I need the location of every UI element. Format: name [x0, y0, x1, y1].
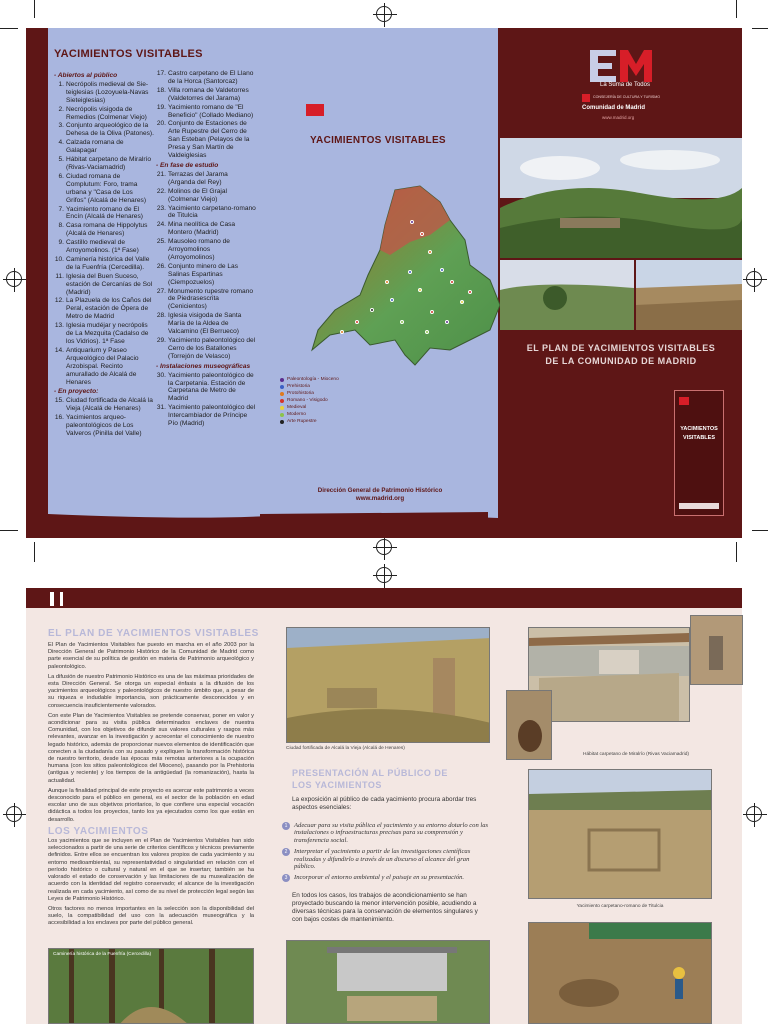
site-name: Ciudad fortificada de Alcalá la Vieja (Alcalá de Henares) [66, 397, 153, 413]
presentacion-bullet [282, 874, 490, 882]
map-site-marker [460, 300, 464, 304]
site-list-item [156, 288, 256, 312]
site-name: Yacimiento romano de El Encín (Alcalá de Henares) [66, 205, 143, 221]
registration-mark [6, 271, 22, 287]
site-list-item [54, 206, 154, 222]
site-list-item [54, 173, 154, 205]
brush-mark [50, 592, 54, 606]
plan-body [48, 642, 254, 931]
site-list-column-1 [54, 70, 154, 439]
plan-paragraph-1: El Plan de Yacimientos Visitables fue puesto en marcha en el año 2003 por la Dirección General de Patrimonio Histórico de la Comunidad de Madrid como parte esencial de su política de gestión en materia de Patrimonio arqueológico y paleontológico. [48, 642, 254, 670]
site-number: 31. [156, 404, 166, 412]
bullet-number: 2 [282, 848, 290, 856]
site-number: 7. [58, 205, 64, 213]
site-name: Mausoleo romano de Arroyomolinos (Arroyomolinos) [168, 238, 230, 261]
miralrio-interior-photo [690, 615, 743, 685]
site-number: 5. [58, 156, 64, 164]
crop-mark [752, 530, 768, 531]
site-name: Ciudad romana de Complutum: Foro, trama urbana y "Casa de Los Grifos" (Alcalá de Henares) [66, 172, 147, 204]
crop-mark [736, 0, 737, 18]
site-list-item [54, 122, 154, 138]
badge-text [675, 425, 723, 443]
bullet-text: Interpretar el yacimiento a partir de las investigaciones científicas realizadas y difundirlo a través de un discurso al alcance del gran público. [294, 848, 471, 871]
legend-entry [280, 383, 339, 390]
excavation-photo [528, 922, 712, 1024]
crop-mark [34, 0, 35, 18]
site-list-item [156, 337, 256, 361]
presentacion-bullet [282, 848, 490, 870]
site-list-item [54, 322, 154, 346]
plan-paragraph-4: Aunque la finalidad principal de este proyecto es acercar este patrimonio a veces desconocido para el público en general, es el sector de la población en edad escolar uno de sus objetivos prioritarios, lo que confiere una especial vocación didáctica a todos los proyectos, tanto los ya ejecutados como los que están en desarrollo. [48, 787, 254, 823]
site-name: Conjunto minero de Las Salinas Espartinas (Ciempozuelos) [168, 262, 239, 286]
madrid-url[interactable]: www.madrid.org [355, 495, 405, 502]
titulcia-caption: Yacimiento carpetano-romano de Titulcia [576, 904, 664, 909]
site-name: Antiquarium y Paseo Arqueológico del Palacio Arzobispal. Recinto amurallado de Alcalá de Henares [66, 346, 139, 386]
alcala-vieja-caption: Ciudad fortificada de Alcalá la Vieja (Alcalá de Henares) [286, 746, 405, 751]
map-site-marker [408, 270, 412, 274]
legend-label: Paleontología - Mioceno [287, 377, 339, 382]
badge-line2: VISITABLES [683, 435, 715, 441]
site-number: 26. [156, 262, 166, 270]
site-name: Yacimiento paleontológico de la Carpetania. Estación de Carpetana de Metro de Madrid [168, 371, 254, 403]
site-name: Iglesia visigoda de Santa María de la Aldea de Valcamino (El Berrueco) [168, 312, 242, 336]
site-number: 11. [55, 272, 64, 280]
legend-entry [280, 376, 339, 383]
site-name: Iglesia del Buen Suceso, estación de Cercanías de Sol (Madrid) [66, 272, 153, 296]
site-number: 2. [58, 105, 64, 113]
site-list-item [54, 414, 154, 438]
site-number: 25. [156, 238, 166, 246]
legend-swatch [280, 413, 284, 417]
badge-flag-icon [679, 397, 689, 405]
site-list-item [156, 120, 256, 160]
presentacion-heading-line1: PRESENTACIÓN AL PÚBLICO DE [292, 768, 448, 778]
site-list-item [156, 221, 256, 237]
legend-entry [280, 404, 339, 411]
map-site-marker [390, 298, 394, 302]
crop-mark [0, 28, 18, 29]
site-name: Hábitat carpetano de Miralrío (Rivas-Vaciamadrid) [66, 156, 152, 171]
bullet-number: 1 [282, 822, 290, 830]
map-legend [280, 376, 339, 425]
crop-mark [752, 28, 768, 29]
cover-title-line2: DE LA COMUNIDAD DE MADRID [545, 356, 697, 366]
list-section-heading: - Instalaciones museográficas [156, 362, 251, 370]
site-name: Yacimiento paleontológico del Intercambiador de Príncipe Pío (Madrid) [168, 404, 256, 428]
map-site-marker [418, 288, 422, 292]
site-number: 14. [54, 346, 64, 354]
site-name: Necrópolis visigoda de Remedios (Colmenar Viejo) [66, 105, 147, 121]
site-number: 17. [156, 70, 166, 77]
legend-entry [280, 397, 339, 404]
site-list-item [54, 156, 154, 172]
cover-url[interactable]: www.madrid.org [602, 115, 635, 120]
center-footer [260, 487, 500, 503]
site-list-item [156, 87, 256, 103]
yacimientos-paragraph-1: Los yacimientos que se incluyen en el Plan de Yacimientos Visitables han sido seleccionados a partir de una serie de criterios científicos y técnicos previamente definidos. Entre ellos se encuentran los valores propios de cada yacimiento y su entorno medioambiental, su representatividad o singularidad en relación con el período histórico o cultural y natural en el que se insertan; también se ha valorado el estado de conservación y las limitaciones de su musealización de acuerdo con la identidad del registro conservado; el alcance de la investigación realizada en cada yacimiento, así como de su nivel de protección legal según las Leyes de Patrimonio Histórico. [48, 838, 254, 902]
map-site-marker [420, 232, 424, 236]
em-logo [590, 50, 656, 82]
brush-mark [60, 592, 63, 606]
cover-badge [674, 390, 724, 516]
plan-heading: EL PLAN DE YACIMIENTOS VISITABLES [48, 628, 259, 639]
site-number: 24. [156, 221, 166, 229]
plan-paragraph-3: Con este Plan de Yacimientos Visitables se pretende conservar, poner en valor y acondicionar para su visita pública determinados enclaves de nuestra Comunidad, con los objetivos de difundir sus valores culturales y rasgos más relevantes, avanzar en la investigación y acrecentar el conocimiento de nuestro legado histórico, además de proporcionar nuevos elementos de identificación que conecten a la ciudadanía con su pasado y expliquen la transformación histórica de nuestro territorio, desde las épocas más remotas anteriores a la ocupación humana (con los sitios paleontológicos del Mioceno), pasando por la Prehistoria (antigua y reciente) y los tiempos de la antigüedad (la romanización), hasta la actualidad. [48, 712, 254, 784]
site-number: 4. [58, 139, 64, 147]
site-number: 23. [156, 204, 166, 212]
list-section-heading: - En proyecto: [54, 388, 99, 396]
legend-swatch [280, 399, 284, 403]
site-number: 1. [58, 80, 64, 88]
site-number: 12. [54, 297, 64, 305]
alcala-vieja-photo [286, 627, 490, 743]
site-name: Terrazas del Jarama (Arganda del Rey) [168, 170, 228, 186]
site-list-item [156, 238, 256, 262]
map-site-marker [445, 320, 449, 324]
list-section-heading: - Abiertos al público [54, 72, 118, 79]
legend-label: Romano - Visigodo [287, 398, 328, 403]
site-list-item [54, 81, 154, 105]
site-number: 20. [156, 120, 166, 128]
logo-tagline: La Suma de Todos [600, 82, 650, 88]
site-list-column-2 [156, 70, 256, 429]
site-name: Necrópolis medieval de Sie-teiglesias (Lozoyuela-Navas Sieteiglesias) [66, 80, 149, 104]
pavilion-photo [286, 940, 490, 1024]
site-name: Molinos de El Grajal (Colmenar Viejo) [168, 187, 228, 203]
center-panel-title: YACIMIENTOS VISITABLES [310, 135, 446, 146]
plan-paragraph-2: La difusión de nuestro Patrimonio Histórico es una de las máximas prioridades de esta Dirección General. Se otorga un especial énfasis a la difusión de los yacimientos arqueológicos y paleontológicos de nuestro ámbito que, a pesar de su riqueza e indudable importancia, son prácticamente desconocidos y en consecuencia insuficientemente valorados. [48, 673, 254, 709]
site-number: 28. [156, 312, 166, 320]
site-name: Caminería histórica del Valle de la Fuenfría (Cercedilla). [66, 255, 150, 271]
map-site-marker [385, 280, 389, 284]
presentacion-bullet [282, 822, 490, 844]
legend-swatch [280, 406, 284, 410]
legend-label: Prehistoria [287, 384, 310, 389]
site-list-item [54, 347, 154, 387]
site-name: Castillo medieval de Arroyomolinos. (1ª Fase) [66, 239, 139, 255]
yacimientos-heading: LOS YACIMIENTOS [48, 825, 149, 837]
site-list-item [54, 222, 154, 238]
legend-swatch [280, 385, 284, 389]
site-list-item [54, 397, 154, 413]
site-number: 22. [156, 187, 166, 195]
legend-label: Protohistoria [287, 391, 314, 396]
site-list-item [156, 372, 256, 404]
badge-brush-stroke [679, 503, 719, 509]
site-list-item [156, 404, 256, 428]
yacimientos-paragraph-2: Otros factores no menos importantes en la selección son la disponibilidad del suelo, la compatibilidad del uso con la adecuación museográfica y la accesibilidad a los enclaves por parte del público general. [48, 905, 254, 927]
site-list-item [156, 171, 256, 187]
consejeria-label: CONSEJERÍA DE CULTURA Y TURISMO [593, 95, 661, 99]
site-list-item [156, 263, 256, 287]
crop-mark [34, 542, 35, 562]
site-number: 18. [156, 86, 166, 94]
bullet-number: 3 [282, 874, 290, 882]
site-number: 3. [58, 122, 64, 130]
legend-label: Medieval [287, 405, 307, 410]
site-number: 9. [58, 239, 64, 247]
site-list-item [54, 256, 154, 272]
site-number: 10. [54, 255, 64, 263]
site-list-item [54, 273, 154, 297]
site-list-item [54, 297, 154, 321]
registration-mark [746, 806, 762, 822]
site-name: Yacimiento carpetano-romano de Titulcia [168, 204, 256, 220]
registration-mark [376, 567, 392, 583]
bullet-text: Adecuar para su visita pública el yacimiento y su entorno dotarlo con las instalaciones o infraestructuras precisas para su comprensión y transferencia social. [294, 822, 489, 844]
site-list-item [156, 104, 256, 120]
legend-swatch [280, 378, 284, 382]
site-list-item [54, 106, 154, 122]
site-number: 29. [156, 337, 166, 344]
miralrio-vessels-photo [506, 690, 552, 760]
site-name: Yacimientos arqueo-paleontológicos de Los Valveros (Pinilla del Valle) [66, 414, 142, 437]
presentacion-intro: La exposición al público de cada yacimiento procura abordar tres aspectos esenciales: [292, 796, 477, 811]
legend-label: Arte Rupestre [287, 419, 317, 424]
map-site-marker [340, 330, 344, 334]
forest-photo [48, 948, 254, 1024]
registration-mark [6, 806, 22, 822]
site-name: Conjunto arqueológico de la Dehesa de la Oliva (Patones). [66, 122, 154, 138]
left-panel-title: YACIMIENTOS VISITABLES [54, 48, 203, 60]
bullet-text: Incorporar el entorno ambiental y el paisaje en su presentación. [294, 874, 465, 882]
site-name: Casa romana de Hippolytus (Alcalá de Henares) [66, 222, 148, 238]
presentacion-closing: En todos los casos, los trabajos de acondicionamiento se han proyectado buscando la menor intervención posible, acudiendo a diversas técnicas para la conservación de elementos singulares y con bajos costes de mantenimiento. [292, 892, 478, 923]
site-list-item [54, 239, 154, 255]
landscape-photo-right [636, 260, 742, 330]
site-list-item [156, 70, 256, 86]
map-site-marker [410, 220, 414, 224]
map-site-markers [300, 180, 520, 380]
forest-caption: Caminería histórica de la Fuenfría (Cercedilla) [53, 952, 152, 957]
map-site-marker [370, 308, 374, 312]
presentacion-heading [292, 767, 448, 791]
titulcia-photo [528, 769, 712, 899]
cover-title [500, 342, 742, 368]
site-number: 21. [156, 170, 166, 178]
map-site-marker [468, 290, 472, 294]
site-name: Villa romana de Valdetorres (Valdetorres del Jarama) [168, 86, 249, 102]
presentacion-heading-line2: LOS YACIMIENTOS [292, 780, 382, 790]
site-list-item [156, 205, 256, 221]
site-name: Conjunto de Estaciones de Arte Rupestre del Cerro de San Esteban (Pelayos de la Presa y San Martín de Valdeiglesias [168, 120, 250, 160]
landscape-photo-left [500, 260, 634, 330]
site-name: Calzada romana de Galapagar [66, 139, 124, 155]
cover-title-line1: EL PLAN DE YACIMIENTOS VISITABLES [526, 343, 716, 353]
legend-swatch [280, 420, 284, 424]
presentacion-bullets [282, 818, 490, 886]
site-name: Iglesia mudéjar y necrópolis de La Mezquita (Cadalso de los Vidrios). 1ª Fase [66, 322, 149, 345]
site-number: 27. [156, 287, 166, 295]
site-number: 16. [54, 414, 64, 422]
site-number: 30. [156, 371, 166, 379]
comunidad-flag-icon [582, 94, 590, 102]
list-section-heading: - En fase de estudio [156, 161, 219, 169]
legend-entry [280, 418, 339, 425]
site-number: 8. [58, 222, 64, 230]
direccion-general: Dirección General de Patrimonio Histórico [317, 487, 443, 494]
site-number: 15. [54, 397, 64, 405]
miralrio-caption: Hábitat carpetano de Miralrío (Rivas Vaciamadrid) [582, 752, 690, 757]
site-name: Yacimiento paleontológico del Cerro de los Batallones (Torrejón de Velasco) [168, 337, 256, 360]
map-site-marker [425, 330, 429, 334]
map-site-marker [430, 310, 434, 314]
site-number: 13. [54, 322, 64, 330]
landscape-photo-main [500, 138, 742, 258]
map-site-marker [355, 320, 359, 324]
registration-mark [376, 539, 392, 555]
legend-entry [280, 411, 339, 418]
site-name: Yacimiento romano de "El Beneficio" (Collado Mediano) [168, 103, 254, 119]
registration-mark [746, 271, 762, 287]
miralrio-shelter-photo [528, 627, 690, 722]
brush-stroke-bottom [48, 510, 498, 538]
badge-line1: YACIMIENTOS [680, 426, 718, 432]
legend-entry [280, 390, 339, 397]
map-site-marker [428, 250, 432, 254]
site-list-item [156, 188, 256, 204]
registration-mark [376, 6, 392, 22]
crop-mark [736, 542, 737, 562]
site-number: 19. [156, 103, 166, 111]
legend-swatch [280, 392, 284, 396]
site-name: Mina neolítica de Casa Montero (Madrid) [168, 221, 236, 237]
map-site-marker [450, 280, 454, 284]
site-list-item [54, 139, 154, 155]
site-number: 6. [58, 172, 64, 180]
legend-label: Moderno [287, 412, 306, 417]
map-site-marker [440, 268, 444, 272]
site-list-item [156, 312, 256, 336]
bottom-sheet-band [26, 588, 742, 608]
comunidad-logo-small [306, 104, 324, 116]
site-name: Monumento rupestre romano de Piedrasescrita (Cenicientos) [168, 287, 254, 311]
site-name: Castro carpetano de El Llano de la Horca (Santorcaz) [168, 70, 254, 85]
site-name: La Plazuela de los Caños del Peral, estación de Ópera de Metro de Madrid [66, 297, 152, 321]
comunidad-label: Comunidad de Madrid [582, 105, 645, 111]
map-site-marker [400, 320, 404, 324]
crop-mark [0, 530, 18, 531]
